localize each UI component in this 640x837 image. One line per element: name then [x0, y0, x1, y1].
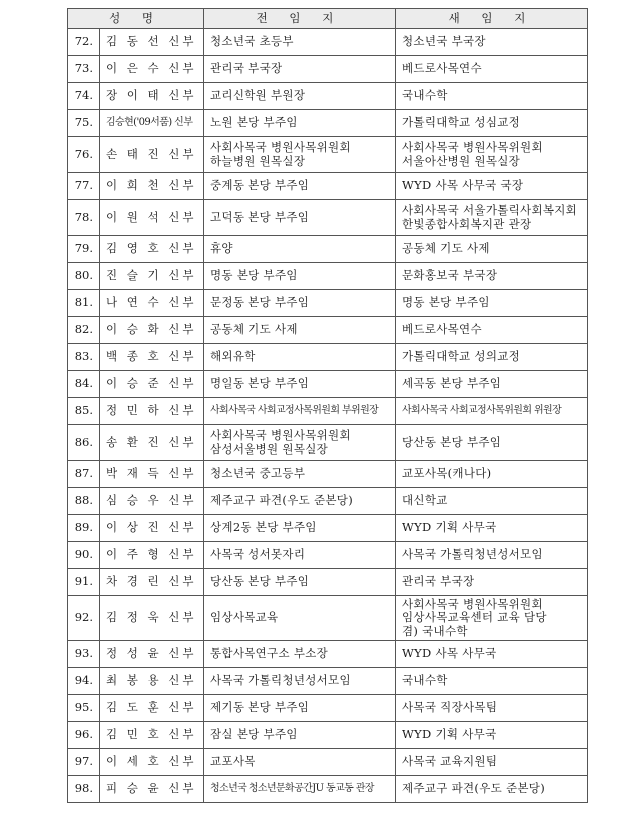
priest-name: 김 영 호 신부: [100, 236, 204, 263]
row-number: 92.: [68, 596, 100, 641]
previous-post: [204, 344, 396, 371]
new-post-line: 서울아산병원 원목실장: [402, 153, 521, 168]
previous-post-line: 공동체 기도 사제: [210, 322, 298, 337]
table-row: [68, 344, 588, 371]
previous-post-line: 삼성서울병원 원목실장: [210, 441, 329, 456]
new-post: [396, 236, 588, 263]
table-row: [68, 776, 588, 803]
row-number: 85.: [68, 398, 100, 425]
new-post: [396, 668, 588, 695]
new-post: [396, 200, 588, 236]
table-row: [68, 749, 588, 776]
previous-post-line: 중계동 본당 부주임: [210, 178, 310, 193]
new-post: [396, 398, 588, 425]
table-row: [68, 200, 588, 236]
new-post-line: 사목국 가톨릭청년성서모임: [402, 547, 543, 562]
previous-post: [204, 236, 396, 263]
new-post: [396, 425, 588, 461]
table-row: [68, 695, 588, 722]
new-post-line: 국내수학: [402, 673, 448, 688]
previous-post-line: 명일동 본당 부주임: [210, 376, 310, 391]
table-row: [68, 461, 588, 488]
previous-post-line: 청소년국 중고등부: [210, 466, 306, 481]
row-number: 80.: [68, 263, 100, 290]
previous-post-line: 통합사목연구소 부소장: [210, 646, 329, 661]
previous-post: [204, 515, 396, 542]
row-number: 78.: [68, 200, 100, 236]
new-post-line: WYD 기획 사무국: [402, 727, 497, 742]
previous-post-line: 잠실 본당 부주임: [210, 727, 298, 742]
previous-post-line: 사회사목국 병원사목위원회: [210, 428, 351, 442]
table-row: [68, 110, 588, 137]
table-row: [68, 722, 588, 749]
priest-name: 진 슬 기 신부: [100, 263, 204, 290]
previous-post-line: 관리국 부국장: [210, 61, 283, 76]
previous-post-line: 문정동 본당 부주임: [210, 295, 310, 310]
new-post-line: 국내수학: [402, 88, 448, 103]
row-number: 72.: [68, 29, 100, 56]
previous-post: [204, 371, 396, 398]
table-row: [68, 317, 588, 344]
new-post-line: 제주교구 파견(우도 준본당): [402, 781, 545, 796]
table-row: [68, 398, 588, 425]
header-new-post: 새 임 지: [396, 9, 588, 29]
priest-name: 김 도 훈 신부: [100, 695, 204, 722]
priest-name: 이 승 화 신부: [100, 317, 204, 344]
table-row: [68, 290, 588, 317]
previous-post-line: 사목국 성서못자리: [210, 547, 306, 562]
row-number: 90.: [68, 542, 100, 569]
table-row: [68, 263, 588, 290]
new-post: [396, 110, 588, 137]
new-post: [396, 290, 588, 317]
header-name: 성 명: [68, 9, 204, 29]
new-post-line: 한빛종합사회복지관 관장: [402, 216, 532, 231]
new-post: [396, 542, 588, 569]
header-old-post: 전 임 지: [204, 9, 396, 29]
row-number: 79.: [68, 236, 100, 263]
table-row: [68, 236, 588, 263]
new-post-line: 세곡동 본당 부주임: [402, 376, 502, 391]
previous-post-line: 교포사목: [210, 754, 256, 769]
table-row: [68, 83, 588, 110]
priest-name: 김 동 선 신부: [100, 29, 204, 56]
new-post-line: 공동체 기도 사제: [402, 241, 490, 256]
previous-post-line: 사회사목국 병원사목위원회: [210, 140, 351, 154]
new-post-line: 교포사목(캐나다): [402, 466, 492, 481]
new-post: [396, 263, 588, 290]
priest-name: 이 상 진 신부: [100, 515, 204, 542]
previous-post-line: 노원 본당 부주임: [210, 115, 298, 130]
priest-name: 이 주 형 신부: [100, 542, 204, 569]
new-post: [396, 776, 588, 803]
row-number: 98.: [68, 776, 100, 803]
row-number: 89.: [68, 515, 100, 542]
new-post-line: 가톨릭대학교 성의교정: [402, 349, 521, 364]
new-post: [396, 56, 588, 83]
row-number: 75.: [68, 110, 100, 137]
row-number: 81.: [68, 290, 100, 317]
priest-name: 피 승 윤 신부: [100, 776, 204, 803]
previous-post: [204, 461, 396, 488]
table-row: [68, 668, 588, 695]
new-post-line: 문화홍보국 부국장: [402, 268, 498, 283]
table-row: [68, 488, 588, 515]
previous-post: [204, 668, 396, 695]
previous-post: [204, 749, 396, 776]
previous-post-line: 상계2동 본당 부주임: [210, 520, 317, 535]
row-number: 91.: [68, 569, 100, 596]
new-post: [396, 83, 588, 110]
previous-post: [204, 317, 396, 344]
new-post-line: WYD 사목 사무국 국장: [402, 178, 524, 193]
previous-post: [204, 173, 396, 200]
priest-name: 이 원 석 신부: [100, 200, 204, 236]
priest-name: 김 민 호 신부: [100, 722, 204, 749]
previous-post: [204, 110, 396, 137]
new-post-line: 겸) 국내수학: [402, 623, 468, 638]
row-number: 88.: [68, 488, 100, 515]
previous-post: [204, 542, 396, 569]
previous-post-line: 해외유학: [210, 349, 256, 364]
priest-name: 정 민 하 신부: [100, 398, 204, 425]
new-post-line: 사목국 교육지원팀: [402, 754, 498, 769]
new-post-line: 대신학교: [402, 493, 448, 508]
previous-post: [204, 137, 396, 173]
previous-post: [204, 398, 396, 425]
previous-post-line: 사회사목국 사회교정사목위원회 부위원장: [210, 405, 379, 417]
previous-post: [204, 56, 396, 83]
table-row: [68, 641, 588, 668]
priest-name: 심 승 우 신부: [100, 488, 204, 515]
priest-name: 이 세 호 신부: [100, 749, 204, 776]
previous-post-line: 하늘병원 원목실장: [210, 153, 306, 168]
row-number: 74.: [68, 83, 100, 110]
previous-post: [204, 641, 396, 668]
table-row: [68, 596, 588, 641]
new-post: [396, 317, 588, 344]
new-post: [396, 515, 588, 542]
priest-name: 김 정 욱 신부: [100, 596, 204, 641]
table-header-row: [68, 9, 588, 29]
priest-name: 송 환 진 신부: [100, 425, 204, 461]
row-number: 82.: [68, 317, 100, 344]
new-post: [396, 137, 588, 173]
row-number: 84.: [68, 371, 100, 398]
previous-post-line: 제주교구 파견(우도 준본당): [210, 493, 353, 508]
priest-name: 이 승 준 신부: [100, 371, 204, 398]
previous-post: [204, 596, 396, 641]
table-row: [68, 569, 588, 596]
table-row: [68, 515, 588, 542]
new-post-line: 당산동 본당 부주임: [402, 434, 502, 449]
new-post-line: 사회사목국 병원사목위원회: [402, 140, 543, 154]
priest-name: 나 연 수 신부: [100, 290, 204, 317]
new-post: [396, 596, 588, 641]
previous-post: [204, 263, 396, 290]
previous-post: [204, 29, 396, 56]
table-body: [68, 29, 588, 803]
new-post-line: WYD 사목 사무국: [402, 646, 497, 661]
new-post: [396, 173, 588, 200]
previous-post: [204, 776, 396, 803]
previous-post-line: 청소년국 청소년문화공간JU 동교동 관장: [210, 783, 374, 795]
new-post: [396, 695, 588, 722]
row-number: 87.: [68, 461, 100, 488]
previous-post-line: 임상사목교육: [210, 610, 279, 625]
priest-name: 박 재 득 신부: [100, 461, 204, 488]
row-number: 77.: [68, 173, 100, 200]
new-post-line: 임상사목교육센터 교육 담당: [402, 610, 547, 625]
previous-post-line: 청소년국 초등부: [210, 34, 294, 49]
previous-post-line: 제기동 본당 부주임: [210, 700, 310, 715]
previous-post-line: 휴양: [210, 241, 233, 256]
new-post: [396, 461, 588, 488]
previous-post: [204, 290, 396, 317]
priest-name: 최 봉 용 신부: [100, 668, 204, 695]
previous-post-line: 고덕동 본당 부주임: [210, 209, 310, 224]
row-number: 86.: [68, 425, 100, 461]
row-number: 95.: [68, 695, 100, 722]
priest-name: 이 은 수 신부: [100, 56, 204, 83]
new-post-line: 사회사목국 사회교정사목위원회 위원장: [402, 405, 562, 417]
table-row: [68, 371, 588, 398]
previous-post: [204, 425, 396, 461]
new-post-line: 사회사목국 병원사목위원회: [402, 596, 543, 611]
new-post-line: 가톨릭대학교 성심교정: [402, 115, 521, 130]
table-row: [68, 29, 588, 56]
row-number: 93.: [68, 641, 100, 668]
previous-post-line: 당산동 본당 부주임: [210, 574, 310, 589]
new-post: [396, 371, 588, 398]
new-post-line: 청소년국 부국장: [402, 34, 486, 49]
table-row: [68, 542, 588, 569]
appointment-table: [67, 8, 588, 803]
priest-name: 김승현('09서품) 신부: [100, 110, 204, 137]
new-post-line: 사회사목국 서울가톨릭사회복지회: [402, 203, 578, 217]
priest-name: 정 성 윤 신부: [100, 641, 204, 668]
previous-post-line: 사목국 가톨릭청년성서모임: [210, 673, 351, 688]
previous-post: [204, 722, 396, 749]
row-number: 94.: [68, 668, 100, 695]
row-number: 73.: [68, 56, 100, 83]
new-post: [396, 344, 588, 371]
table-row: [68, 173, 588, 200]
priest-name: 차 경 린 신부: [100, 569, 204, 596]
previous-post-line: 교리신학원 부원장: [210, 88, 306, 103]
new-post-line: 베드로사목연수: [402, 322, 482, 337]
previous-post: [204, 200, 396, 236]
new-post: [396, 488, 588, 515]
row-number: 83.: [68, 344, 100, 371]
previous-post-line: 명동 본당 부주임: [210, 268, 298, 283]
new-post-line: 관리국 부국장: [402, 574, 475, 589]
table-row: [68, 425, 588, 461]
new-post: [396, 29, 588, 56]
priest-name: 백 종 호 신부: [100, 344, 204, 371]
new-post-line: 명동 본당 부주임: [402, 295, 490, 310]
previous-post: [204, 569, 396, 596]
new-post: [396, 749, 588, 776]
priest-name: 손 태 진 신부: [100, 137, 204, 173]
new-post-line: 사목국 직장사목팀: [402, 700, 498, 715]
priest-name: 장 이 태 신부: [100, 83, 204, 110]
previous-post: [204, 488, 396, 515]
row-number: 96.: [68, 722, 100, 749]
priest-name: 이 희 천 신부: [100, 173, 204, 200]
new-post: [396, 641, 588, 668]
row-number: 97.: [68, 749, 100, 776]
new-post-line: 베드로사목연수: [402, 61, 482, 76]
new-post: [396, 569, 588, 596]
previous-post: [204, 695, 396, 722]
table-row: [68, 137, 588, 173]
row-number: 76.: [68, 137, 100, 173]
previous-post: [204, 83, 396, 110]
new-post: [396, 722, 588, 749]
new-post-line: WYD 기획 사무국: [402, 520, 497, 535]
table-row: [68, 56, 588, 83]
